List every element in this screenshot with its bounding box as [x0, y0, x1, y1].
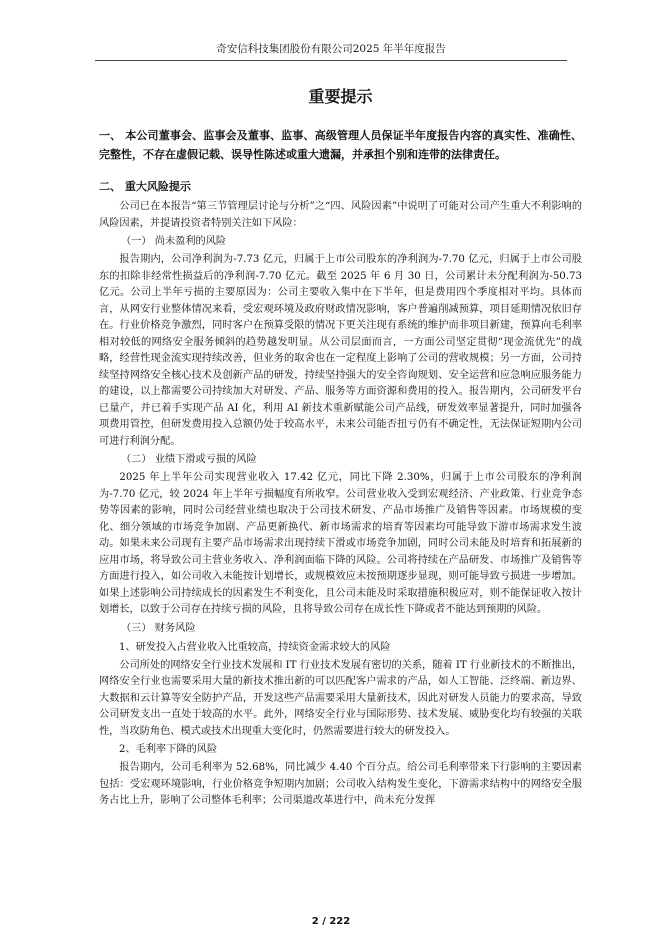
page-title: 重要提示 — [308, 87, 373, 106]
risk-3-title: （三） 财务风险 — [121, 622, 196, 634]
page-header: 奇安信科技集团股份有限公司2025 年半年度报告 — [95, 42, 567, 61]
risk-3-item-1-title: 1、研发投入占营业收入比重较高，持续资金需求较大的风险 — [119, 641, 391, 653]
risk-3-item-2-title: 2、毛利率下降的风险 — [119, 744, 218, 755]
risk-1-body: 报告期内，公司净利润为-7.73 亿元，归属于上市公司股东的净利润为-7.70 亿元，归属于上市公司股东的扣除非经常性损益后的净利润-7.70 亿元。截至 2025 年 6 月 30 日，公司累计未分配利润为-50.73 亿元。公司上半年亏损的主要原因为：公司主要收入集中在下半年，但是费用四个季度相对平均。具体而言，从网安行业整体情况来看，受宏观环境及政府财政情况影响，客户普遍削减预算，项目延期情况依旧存在。行业价格竞争激烈，同时客户在预算受限的情况下更关注现有系统的维护而非项目新建，预算向毛利率相对较低的网络安全服务倾斜的趋势越发明显。从公司层面而言，一方面公司坚定贯彻“现金流优先”的战略，经营性现金流实现持续改善，但业务的取舍也在一定程度上影响了公司的营收规模；另一方面，公司持续坚持网络安全核心技术及创新产品的研发，持续坚持强大的安全咨询规划、安全运营和应急响应服务能力的建设，以上都需要公司持续加大对研发、产品、服务等方面资源和费用的投入。报告期内，公司研发平台已量产，并已着手实现产品 AI 化，利用 AI 新技术重新赋能公司产品线，研发效率显著提升，同时加强各项费用管控，但研发费用投入总额仍处于较高水平，未来公司能否扭亏仍有不确定性，无法保证短期内公司可进行利润分配。 — [99, 254, 582, 447]
section-2-heading: 二、 重大风险提示 — [99, 180, 191, 193]
section-1-statement: 一、 本公司董事会、监事会及董事、监事、高级管理人员保证半年度报告内容的真实性、准确性、完整性，不存在虚假记载、误导性陈述或重大遗漏，并承担个别和连带的法律责任。 — [99, 129, 582, 161]
page-number: 2 / 222 — [311, 916, 351, 927]
risk-3-item-2-body: 报告期内，公司毛利率为 52.68%，同比减少 4.40 个百分点。给公司毛利率带来下行影响的主要因素包括：受宏观环境影响，行业价格竞争短期内加剧；公司收入结构发生变化，下游需求结构中的网络安全服务占比上升，影响了公司整体毛利率；公司渠道改革进行中，尚未充分发挥 — [99, 762, 582, 806]
risk-3-item-1-body: 公司所处的网络安全行业技术发展和 IT 行业技术发展有密切的关系，随着 IT 行业新技术的不断推出，网络安全行业也需要采用大量的新技术推出新的可以匹配客户需求的产品，如人工智能、泛终端、新边界、大数据和云计算等安全防护产品，开发这些产品需要采用大量新技术，因此对研发人员能力的要求高，导致公司研发支出一直处于较高的水平。此外，网络安全行业与国际形势、技术发展、威胁变化均有较强的关联性，当攻防角色、模式或技术出现重大变化时，仍然需要进行较大的研发投入。 — [99, 659, 582, 737]
page-content — [99, 86, 582, 810]
risk-1-title: （一） 尚未盈利的风险 — [121, 236, 227, 247]
section-2-intro: 公司已在本报告“第三节管理层讨论与分析”之“四、风险因素”中说明了可能对公司产生重大不利影响的风险因素，并提请投资者特别关注如下风险： — [99, 201, 582, 229]
risk-2-title: （二） 业绩下滑或亏损的风险 — [121, 454, 257, 465]
risk-2-body: 2025 年上半年公司实现营业收入 17.42 亿元，同比下降 2.30%，归属于上市公司股东的净利润为-7.70 亿元，较 2024 年上半年亏损幅度有所收窄。公司营业收入受到宏观经济、产业政策、行业竞争态势等因素的影响，同时公司经营业绩也取决于公司技术研发、产品市场推广及销售等因素。市场规模的变化、细分领域的市场竞争加剧、产品更新换代、新市场需求的培育等因素均可能导致下游市场需求发生波动。如果未来公司现有主要产品市场需求出现持续下滑或市场竞争加剧，同时公司未能及时培育和拓展新的应用市场，将导致公司主营业务收入、净利润面临下降的风险。公司将持续在产品研发、市场推广及销售等方面进行投入，如公司收入未能按计划增长，或规模效应未按预期逐步显现，则可能导致亏损进一步增加。如果上述影响公司持续成长的因素发生不利变化，且公司未能及时采取措施积极应对，则不能保证收入按计划增长，以致于公司存在持续亏损的风险，且将导致公司存在成长性下降或者不能达到预期的风险。 — [99, 472, 582, 615]
